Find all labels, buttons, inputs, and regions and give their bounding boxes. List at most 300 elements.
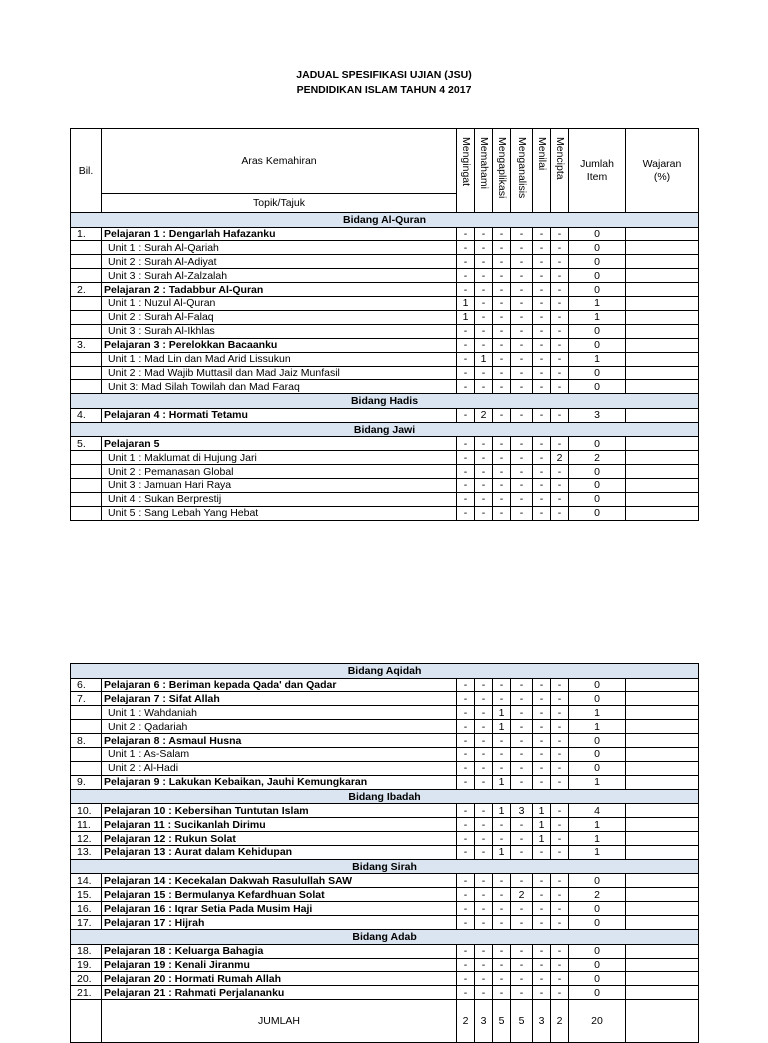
level-count: - bbox=[475, 775, 493, 789]
jumlah-item: 0 bbox=[569, 734, 626, 748]
level-count: - bbox=[551, 720, 569, 734]
level-count: - bbox=[511, 678, 533, 692]
topic-name: Pelajaran 13 : Aurat dalam Kehidupan bbox=[102, 845, 457, 859]
wajaran bbox=[626, 437, 699, 451]
jumlah-item: 0 bbox=[569, 241, 626, 255]
unit-name: Unit 2 : Qadariah bbox=[102, 720, 457, 734]
wajaran bbox=[626, 269, 699, 283]
level-count: - bbox=[533, 888, 551, 902]
wajaran bbox=[626, 720, 699, 734]
wajaran bbox=[626, 380, 699, 394]
level-count: - bbox=[457, 465, 475, 479]
level-count: 3 bbox=[511, 804, 533, 818]
wajaran bbox=[626, 888, 699, 902]
level-count: - bbox=[493, 465, 511, 479]
level-count: - bbox=[457, 972, 475, 986]
topic-row bbox=[71, 338, 699, 352]
jumlah-item: 0 bbox=[569, 269, 626, 283]
row-bil: 16. bbox=[71, 902, 102, 916]
level-count: - bbox=[511, 380, 533, 394]
wajaran bbox=[626, 678, 699, 692]
level-count: - bbox=[511, 761, 533, 775]
jumlah-item: 0 bbox=[569, 366, 626, 380]
topic-name: Pelajaran 4 : Hormati Tetamu bbox=[102, 408, 457, 422]
wajaran bbox=[626, 775, 699, 789]
jumlah-item: 0 bbox=[569, 324, 626, 338]
wajaran bbox=[626, 832, 699, 846]
level-count: - bbox=[457, 324, 475, 338]
wajaran bbox=[626, 874, 699, 888]
level-count: - bbox=[533, 706, 551, 720]
header-jumlah-line1: Jumlah bbox=[580, 157, 614, 170]
level-count: - bbox=[457, 748, 475, 762]
topic-row bbox=[71, 775, 699, 789]
level-count: - bbox=[533, 775, 551, 789]
jumlah-item: 1 bbox=[569, 352, 626, 366]
level-count: - bbox=[533, 944, 551, 958]
row-bil bbox=[71, 761, 102, 775]
row-bil: 12. bbox=[71, 832, 102, 846]
level-count: - bbox=[533, 492, 551, 506]
level-count: - bbox=[551, 761, 569, 775]
section-heading: Bidang Sirah bbox=[71, 859, 699, 874]
unit-row bbox=[71, 465, 699, 479]
level-count: - bbox=[493, 255, 511, 269]
row-bil: 2. bbox=[71, 283, 102, 297]
row-bil: 6. bbox=[71, 678, 102, 692]
wajaran bbox=[626, 255, 699, 269]
unit-name: Unit 2 : Pemanasan Global bbox=[102, 465, 457, 479]
jumlah-item: 0 bbox=[569, 492, 626, 506]
level-count: - bbox=[533, 902, 551, 916]
topic-row bbox=[71, 944, 699, 958]
level-count: - bbox=[511, 748, 533, 762]
level-count: - bbox=[533, 761, 551, 775]
level-count: - bbox=[551, 227, 569, 241]
level-count: 1 bbox=[493, 804, 511, 818]
unit-name: Unit 3 : Jamuan Hari Raya bbox=[102, 479, 457, 493]
level-count: - bbox=[511, 986, 533, 1000]
level-count: - bbox=[493, 283, 511, 297]
level-count: - bbox=[493, 972, 511, 986]
unit-name: Unit 2 : Mad Wajib Muttasil dan Mad Jaiz Munfasil bbox=[102, 366, 457, 380]
level-count: - bbox=[511, 972, 533, 986]
unit-row bbox=[71, 479, 699, 493]
level-count: 1 bbox=[533, 804, 551, 818]
jumlah-item: 3 bbox=[569, 408, 626, 422]
level-count: - bbox=[475, 720, 493, 734]
jumlah-item: 1 bbox=[569, 832, 626, 846]
jumlah-item: 0 bbox=[569, 761, 626, 775]
level-count: - bbox=[475, 451, 493, 465]
wajaran bbox=[626, 706, 699, 720]
row-bil: 17. bbox=[71, 916, 102, 930]
row-bil: 13. bbox=[71, 845, 102, 859]
level-count: - bbox=[457, 506, 475, 520]
level-count: - bbox=[551, 352, 569, 366]
row-bil bbox=[71, 310, 102, 324]
level-count: 1 bbox=[457, 297, 475, 311]
wajaran bbox=[626, 479, 699, 493]
topic-row bbox=[71, 902, 699, 916]
level-count: - bbox=[533, 352, 551, 366]
topic-row bbox=[71, 804, 699, 818]
level-count: - bbox=[475, 366, 493, 380]
level-count: - bbox=[457, 986, 475, 1000]
level-count: - bbox=[493, 324, 511, 338]
unit-name: Unit 1 : Wahdaniah bbox=[102, 706, 457, 720]
level-count: - bbox=[493, 916, 511, 930]
row-bil: 14. bbox=[71, 874, 102, 888]
level-count: - bbox=[493, 506, 511, 520]
level-count: - bbox=[551, 958, 569, 972]
level-count: - bbox=[457, 734, 475, 748]
row-bil: 18. bbox=[71, 944, 102, 958]
header-level-mencipta: Mencipta bbox=[554, 137, 566, 180]
level-count: - bbox=[511, 944, 533, 958]
header-level-menganalisis: Menganalisis bbox=[516, 137, 528, 199]
level-count: - bbox=[533, 692, 551, 706]
level-count: - bbox=[475, 944, 493, 958]
section-row bbox=[71, 859, 699, 874]
totals-level: 2 bbox=[551, 1000, 569, 1043]
unit-name: Unit 1 : Mad Lin dan Mad Arid Lissukun bbox=[102, 352, 457, 366]
unit-name: Unit 3: Mad Silah Towilah dan Mad Faraq bbox=[102, 380, 457, 394]
level-count: - bbox=[551, 888, 569, 902]
level-count: - bbox=[533, 437, 551, 451]
wajaran bbox=[626, 465, 699, 479]
totals-level: 3 bbox=[475, 1000, 493, 1043]
level-count: - bbox=[551, 380, 569, 394]
jumlah-item: 0 bbox=[569, 902, 626, 916]
header-jumlah-line2: Item bbox=[586, 170, 608, 183]
topic-name: Pelajaran 16 : Iqrar Setia Pada Musim Haji bbox=[102, 902, 457, 916]
wajaran bbox=[626, 986, 699, 1000]
level-count: - bbox=[533, 720, 551, 734]
jumlah-item: 0 bbox=[569, 916, 626, 930]
level-count: - bbox=[551, 437, 569, 451]
jumlah-item: 1 bbox=[569, 845, 626, 859]
level-count: - bbox=[493, 227, 511, 241]
level-count: - bbox=[457, 437, 475, 451]
level-count: - bbox=[457, 720, 475, 734]
row-bil: 9. bbox=[71, 775, 102, 789]
row-bil bbox=[71, 255, 102, 269]
level-count: - bbox=[475, 506, 493, 520]
level-count: - bbox=[551, 845, 569, 859]
level-count: - bbox=[475, 324, 493, 338]
level-count: - bbox=[493, 297, 511, 311]
unit-row bbox=[71, 748, 699, 762]
wajaran bbox=[626, 297, 699, 311]
jumlah-item: 0 bbox=[569, 255, 626, 269]
row-bil: 7. bbox=[71, 692, 102, 706]
level-count: - bbox=[551, 775, 569, 789]
jumlah-item: 0 bbox=[569, 506, 626, 520]
level-count: - bbox=[511, 310, 533, 324]
level-count: - bbox=[551, 465, 569, 479]
level-count: - bbox=[511, 451, 533, 465]
wajaran bbox=[626, 283, 699, 297]
jumlah-item: 0 bbox=[569, 283, 626, 297]
level-count: - bbox=[533, 916, 551, 930]
header-level-memahami: Memahami bbox=[478, 137, 490, 189]
level-count: - bbox=[511, 283, 533, 297]
unit-name: Unit 3 : Surah Al-Zalzalah bbox=[102, 269, 457, 283]
level-count: - bbox=[511, 734, 533, 748]
level-count: - bbox=[511, 241, 533, 255]
wajaran bbox=[626, 366, 699, 380]
unit-row bbox=[71, 451, 699, 465]
section-heading: Bidang Al-Quran bbox=[71, 213, 699, 228]
level-count: - bbox=[457, 944, 475, 958]
level-count: - bbox=[533, 227, 551, 241]
level-count: - bbox=[551, 506, 569, 520]
topic-name: Pelajaran 12 : Rukun Solat bbox=[102, 832, 457, 846]
row-bil: 5. bbox=[71, 437, 102, 451]
jumlah-item: 2 bbox=[569, 888, 626, 902]
section-heading: Bidang Hadis bbox=[71, 394, 699, 409]
level-count: - bbox=[511, 775, 533, 789]
wajaran bbox=[626, 338, 699, 352]
header-jumlah-item bbox=[569, 129, 626, 213]
level-count: - bbox=[511, 324, 533, 338]
level-count: - bbox=[457, 692, 475, 706]
level-count: - bbox=[551, 986, 569, 1000]
wajaran bbox=[626, 451, 699, 465]
unit-row bbox=[71, 706, 699, 720]
row-bil bbox=[71, 506, 102, 520]
row-bil bbox=[71, 241, 102, 255]
section-heading: Bidang Aqidah bbox=[71, 664, 699, 679]
level-count: - bbox=[457, 874, 475, 888]
level-count: - bbox=[493, 451, 511, 465]
level-count: - bbox=[475, 692, 493, 706]
level-count: - bbox=[533, 297, 551, 311]
level-count: 2 bbox=[511, 888, 533, 902]
row-bil: 11. bbox=[71, 818, 102, 832]
topic-row bbox=[71, 845, 699, 859]
row-bil bbox=[71, 748, 102, 762]
level-count: - bbox=[533, 338, 551, 352]
level-count: - bbox=[551, 678, 569, 692]
level-count: - bbox=[551, 944, 569, 958]
level-count: - bbox=[533, 734, 551, 748]
level-count: - bbox=[493, 761, 511, 775]
level-count: - bbox=[457, 408, 475, 422]
wajaran bbox=[626, 761, 699, 775]
jumlah-item: 0 bbox=[569, 986, 626, 1000]
level-count: 1 bbox=[475, 352, 493, 366]
row-bil bbox=[71, 324, 102, 338]
level-count: - bbox=[533, 874, 551, 888]
row-bil bbox=[71, 297, 102, 311]
level-count: - bbox=[511, 297, 533, 311]
level-count: - bbox=[551, 283, 569, 297]
level-count: - bbox=[533, 451, 551, 465]
level-count: - bbox=[511, 818, 533, 832]
row-bil bbox=[71, 720, 102, 734]
wajaran bbox=[626, 958, 699, 972]
level-count: - bbox=[475, 310, 493, 324]
wajaran bbox=[626, 902, 699, 916]
level-count: - bbox=[493, 380, 511, 394]
wajaran bbox=[626, 748, 699, 762]
level-count: - bbox=[511, 227, 533, 241]
level-count: - bbox=[457, 902, 475, 916]
level-count: - bbox=[511, 255, 533, 269]
row-bil: 21. bbox=[71, 986, 102, 1000]
unit-name: Unit 2 : Al-Hadi bbox=[102, 761, 457, 775]
level-count: - bbox=[457, 888, 475, 902]
topic-row bbox=[71, 408, 699, 422]
topic-row bbox=[71, 818, 699, 832]
topic-name: Pelajaran 18 : Keluarga Bahagia bbox=[102, 944, 457, 958]
level-count: - bbox=[511, 706, 533, 720]
header-level-menilai: Menilai bbox=[536, 137, 548, 171]
topic-row bbox=[71, 692, 699, 706]
level-count: - bbox=[551, 972, 569, 986]
level-count: - bbox=[457, 492, 475, 506]
level-count: - bbox=[511, 692, 533, 706]
level-count: - bbox=[493, 310, 511, 324]
section-row bbox=[71, 422, 699, 437]
level-count: - bbox=[511, 352, 533, 366]
unit-row bbox=[71, 352, 699, 366]
row-bil bbox=[71, 479, 102, 493]
level-count: - bbox=[533, 465, 551, 479]
level-count: - bbox=[457, 706, 475, 720]
jumlah-item: 0 bbox=[569, 227, 626, 241]
level-count: - bbox=[457, 338, 475, 352]
level-count: - bbox=[475, 986, 493, 1000]
row-bil bbox=[71, 380, 102, 394]
unit-name: Unit 1 : Nuzul Al-Quran bbox=[102, 297, 457, 311]
row-bil bbox=[71, 465, 102, 479]
wajaran bbox=[626, 352, 699, 366]
level-count: - bbox=[551, 818, 569, 832]
level-count: - bbox=[493, 352, 511, 366]
level-count: - bbox=[511, 845, 533, 859]
level-count: - bbox=[475, 972, 493, 986]
unit-name: Unit 5 : Sang Lebah Yang Hebat bbox=[102, 506, 457, 520]
jumlah-item: 0 bbox=[569, 678, 626, 692]
level-count: - bbox=[511, 338, 533, 352]
jsu-table-part-2 bbox=[70, 663, 699, 1043]
level-count: 1 bbox=[533, 832, 551, 846]
topic-row bbox=[71, 734, 699, 748]
unit-row bbox=[71, 269, 699, 283]
jumlah-item: 0 bbox=[569, 874, 626, 888]
topic-name: Pelajaran 21 : Rahmati Perjalananku bbox=[102, 986, 457, 1000]
header-wajaran-line2: (%) bbox=[653, 170, 671, 183]
row-bil: 8. bbox=[71, 734, 102, 748]
level-count: - bbox=[551, 734, 569, 748]
level-count: - bbox=[457, 804, 475, 818]
level-count: - bbox=[551, 338, 569, 352]
level-count: - bbox=[533, 678, 551, 692]
topic-row bbox=[71, 832, 699, 846]
level-count: - bbox=[493, 366, 511, 380]
level-count: - bbox=[493, 734, 511, 748]
row-bil: 4. bbox=[71, 408, 102, 422]
totals-level: 5 bbox=[493, 1000, 511, 1043]
document-subtitle: PENDIDIKAN ISLAM TAHUN 4 2017 bbox=[296, 84, 472, 96]
wajaran bbox=[626, 692, 699, 706]
row-bil bbox=[71, 706, 102, 720]
level-count: - bbox=[475, 479, 493, 493]
topic-name: Pelajaran 5 bbox=[102, 437, 457, 451]
topic-name: Pelajaran 8 : Asmaul Husna bbox=[102, 734, 457, 748]
level-count: - bbox=[533, 255, 551, 269]
level-count: - bbox=[511, 269, 533, 283]
jumlah-item: 0 bbox=[569, 972, 626, 986]
section-row bbox=[71, 789, 699, 804]
row-bil: 1. bbox=[71, 227, 102, 241]
level-count: - bbox=[511, 902, 533, 916]
unit-row bbox=[71, 297, 699, 311]
row-bil: 20. bbox=[71, 972, 102, 986]
level-count: - bbox=[493, 902, 511, 916]
level-count: - bbox=[493, 748, 511, 762]
level-count: - bbox=[457, 241, 475, 255]
level-count: 1 bbox=[493, 775, 511, 789]
section-row bbox=[71, 394, 699, 409]
section-row bbox=[71, 930, 699, 945]
topic-row bbox=[71, 283, 699, 297]
unit-name: Unit 1 : As-Salam bbox=[102, 748, 457, 762]
level-count: - bbox=[493, 986, 511, 1000]
topic-name: Pelajaran 15 : Bermulanya Kefardhuan Solat bbox=[102, 888, 457, 902]
document-title: JADUAL SPESIFIKASI UJIAN (JSU) bbox=[296, 69, 472, 81]
jumlah-item: 0 bbox=[569, 944, 626, 958]
level-count: - bbox=[493, 944, 511, 958]
level-count: - bbox=[457, 352, 475, 366]
level-count: - bbox=[475, 818, 493, 832]
level-count: 1 bbox=[493, 845, 511, 859]
level-count: - bbox=[551, 804, 569, 818]
level-count: - bbox=[475, 269, 493, 283]
topic-row bbox=[71, 888, 699, 902]
topic-name: Pelajaran 19 : Kenali Jiranmu bbox=[102, 958, 457, 972]
topic-row bbox=[71, 874, 699, 888]
level-count: - bbox=[475, 437, 493, 451]
level-count: - bbox=[457, 451, 475, 465]
jumlah-item: 1 bbox=[569, 818, 626, 832]
row-bil: 10. bbox=[71, 804, 102, 818]
header-wajaran bbox=[626, 129, 699, 213]
row-bil: 19. bbox=[71, 958, 102, 972]
jumlah-item: 0 bbox=[569, 380, 626, 394]
topic-name: Pelajaran 11 : Sucikanlah Dirimu bbox=[102, 818, 457, 832]
level-count: - bbox=[493, 888, 511, 902]
section-row bbox=[71, 664, 699, 679]
topic-row bbox=[71, 227, 699, 241]
level-count: - bbox=[551, 324, 569, 338]
topic-row bbox=[71, 437, 699, 451]
unit-name: Unit 4 : Sukan Berprestij bbox=[102, 492, 457, 506]
level-count: - bbox=[475, 706, 493, 720]
level-count: - bbox=[475, 804, 493, 818]
level-count: - bbox=[511, 408, 533, 422]
level-count: - bbox=[475, 888, 493, 902]
unit-row bbox=[71, 324, 699, 338]
level-count: - bbox=[511, 506, 533, 520]
level-count: - bbox=[551, 916, 569, 930]
level-count: - bbox=[493, 269, 511, 283]
jumlah-item: 1 bbox=[569, 720, 626, 734]
unit-row bbox=[71, 310, 699, 324]
